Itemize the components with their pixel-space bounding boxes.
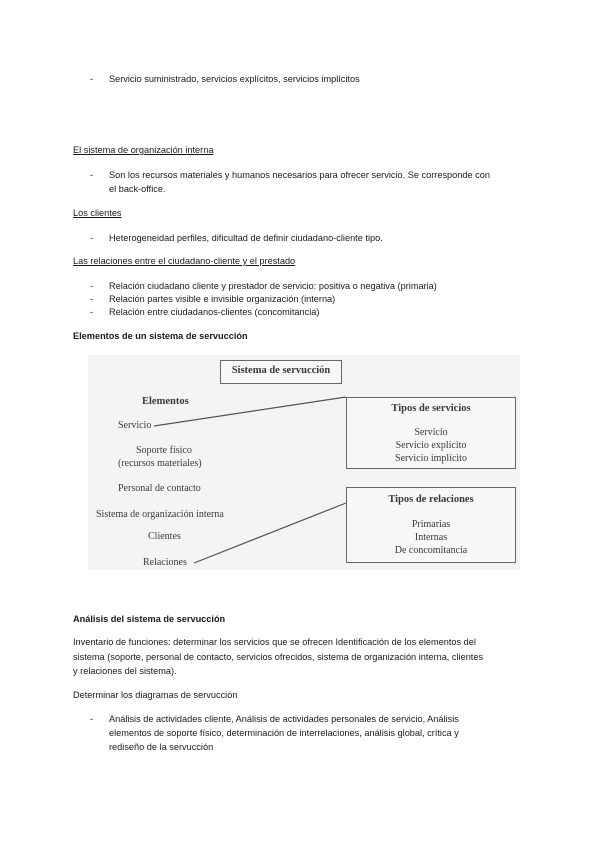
bullet-dash: -: [90, 74, 94, 84]
elements-heading: Elementos de un sistema de servucción: [73, 331, 248, 341]
bullet-dash: -: [90, 307, 94, 317]
internal-org-bullet: [109, 168, 529, 196]
service-item-2: Servicio explícito: [395, 440, 467, 451]
element-soporte-sub: (recursos materiales): [118, 458, 202, 469]
relations-bullet-2: Relación partes visible e invisible organización (interna): [109, 294, 336, 304]
element-soporte: Soporte físico: [136, 445, 192, 456]
element-servicio: Servicio: [118, 420, 152, 431]
analysis-bullet-line2: elementos de soporte físico, determinación de interrelaciones, análisis global, crítica y: [109, 728, 459, 738]
relations-bullet-3: Relación entre ciudadanos-clientes (concomitancia): [109, 307, 320, 317]
internal-org-bullet-line1: Son los recursos materiales y humanos necesarios para ofrecer servicio. Se corresponde con: [109, 170, 490, 180]
clients-bullet-text: Heterogeneidad perfiles, dificultad de definir ciudadano-cliente tipo.: [109, 233, 383, 243]
relations-bullet-1: Relación ciudadano cliente y prestador de servicio: positiva o negativa (primaria): [109, 281, 437, 291]
bullet-dash: -: [90, 170, 94, 180]
servuction-diagram: [88, 355, 520, 570]
element-organizacion: Sistema de organización interna: [96, 509, 224, 520]
bullet-dash: -: [90, 294, 94, 304]
service-item-1: Servicio: [414, 427, 448, 438]
relations-heading: Las relaciones entre el ciudadano-cliente y el prestado: [73, 256, 296, 266]
top-bullet-text: Servicio suministrado, servicios explícitos, servicios implícitos: [109, 74, 360, 84]
diagram-title-box: [220, 360, 342, 384]
relation-item-3: De concomitancia: [394, 545, 468, 556]
clients-heading: Los clientes: [73, 208, 122, 218]
element-personal: Personal de contacto: [118, 483, 201, 494]
relations-box-title: Tipos de relaciones: [388, 494, 474, 505]
analysis-heading: Análisis del sistema de servucción: [73, 614, 226, 624]
analysis-bullet: [109, 712, 529, 754]
analysis-para-1: [73, 635, 533, 679]
relations-box: [346, 487, 516, 563]
bullet-dash: -: [90, 233, 94, 243]
bullet-dash: -: [90, 281, 94, 291]
analysis-para-2: Determinar los diagramas de servucción: [73, 690, 238, 700]
services-box-title: Tipos de servicios: [391, 403, 471, 414]
analysis-para-1-line2: sistema (soporte, personal de contacto, servicios ofrecidos, sistema de organización interna, clientes: [73, 651, 484, 662]
analysis-para-1-line3: y relaciones del sistema).: [73, 666, 177, 676]
internal-org-bullet-line2: el back-office.: [109, 184, 166, 194]
element-relaciones: Relaciones: [143, 557, 187, 568]
analysis-bullet-line3: rediseño de la servucción: [109, 742, 214, 752]
analysis-para-1-line1: Inventario de funciones: determinar los servicios que se ofrecen Identificación de los elementos del: [73, 637, 476, 647]
relation-item-2: Internas: [414, 532, 448, 543]
bullet-dash: -: [90, 714, 94, 724]
relation-item-1: Primarias: [411, 519, 451, 530]
services-box: [346, 397, 516, 469]
element-clientes: Clientes: [148, 531, 181, 542]
internal-org-heading: El sistema de organización interna: [73, 145, 214, 155]
diagram-title: Sistema de servucción: [231, 365, 331, 376]
service-item-3: Servicio implícito: [395, 453, 467, 464]
analysis-bullet-line1: Análisis de actividades cliente, Análisis de actividades personales de servicio, Análisis: [109, 714, 459, 724]
elements-label: Elementos: [142, 396, 189, 407]
